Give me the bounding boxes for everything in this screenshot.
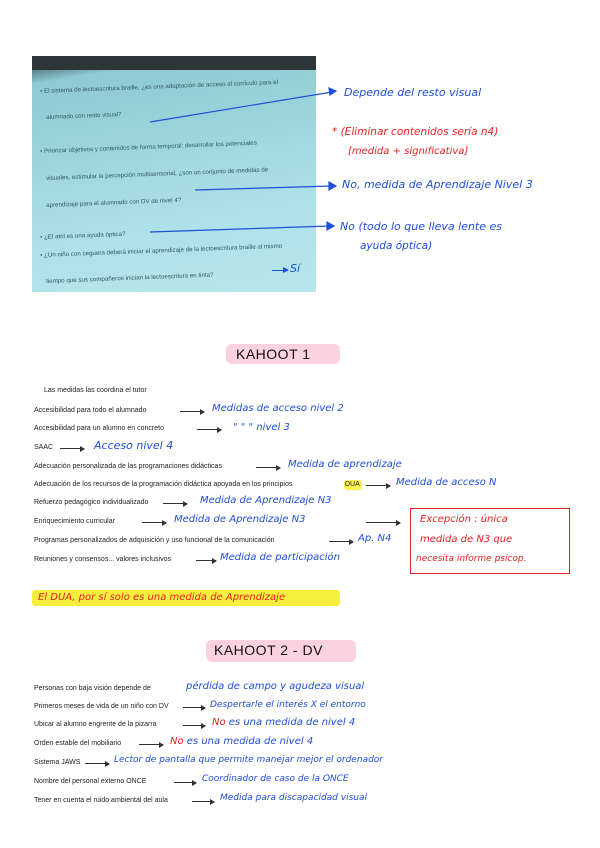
kahoot1-answer: Medida de aprendizaje — [288, 459, 402, 470]
kahoot2-answer: Lector de pantalla que permite manejar mejor el ordenador — [114, 755, 383, 765]
note-answer-3: No, medida de Aprendizaje Nivel 3 — [342, 178, 533, 191]
kahoot2-question: Primeros meses de vida de un niño con DV — [34, 703, 169, 710]
kahoot2-question: Personas con baja visión depende de — [34, 685, 151, 692]
kahoot2-arrow — [192, 801, 214, 802]
kahoot1-answer: Ap. N4 — [358, 533, 392, 544]
kahoot1-question: Adecuación de los recursos de la programación didáctica apoyada en los principios — [34, 481, 293, 488]
slide-line: • ¿El atril es una ayuda óptica? — [40, 230, 126, 241]
note-answer-2-line2: [medida + significativa] — [348, 146, 469, 157]
slide-line: visuales, estimular la percepción multisensorial, ¿son un conjunto de medidas de — [46, 166, 269, 182]
kahoot1-arrow — [366, 485, 390, 486]
note-answer-1: Depende del resto visual — [344, 86, 482, 99]
kahoot2-question: Tener en cuenta el ruido ambiental del aula — [34, 797, 168, 804]
kahoot2-title: KAHOOT 2 - DV — [214, 642, 323, 658]
kahoot2-arrow — [85, 763, 109, 764]
exception-line: medida de N3 que — [420, 534, 513, 545]
kahoot2-answer-tail: es una medida de nivel 4 — [228, 717, 356, 728]
dua-note: El DUA, por sí solo es una medida de Aprendizaje — [38, 592, 286, 603]
kahoot1-question: Accesibilidad para todo el alumnado — [34, 407, 147, 414]
kahoot1-question: Refuerzo pedagógico individualizado — [34, 499, 149, 506]
kahoot2-arrow — [183, 725, 205, 726]
kahoot1-question: Accesibilidad para un alumno en concreto — [34, 425, 164, 432]
slide-line: tiempo que sus compañeros inician la lectoescritura en tinta? — [46, 271, 214, 285]
kahoot1-answer: Medida de acceso N — [396, 477, 497, 488]
note-answer-2-line1: * (Eliminar contenidos sería n4) — [332, 126, 499, 138]
slide-line: • Priorizar objetivos y contenidos de forma temporal: desarrollar los potenciales — [40, 139, 257, 155]
kahoot2-answer-no: No — [170, 736, 184, 747]
kahoot1-question: Programas personalizados de adquisición y uso funcional de la comunicación — [34, 537, 275, 544]
kahoot2-answer: pérdida de campo y agudeza visual — [186, 681, 365, 692]
kahoot2-answer: Coordinador de caso de la ONCE — [202, 774, 349, 784]
kahoot1-arrow — [60, 448, 84, 449]
kahoot1-answer: Acceso nivel 4 — [94, 439, 174, 452]
kahoot1-arrow — [180, 411, 204, 412]
kahoot1-title: KAHOOT 1 — [236, 346, 311, 362]
kahoot1-question: Enriquecimiento curricular — [34, 518, 115, 525]
kahoot2-answer-tail: es una medida de nivel 4 — [186, 736, 314, 747]
exception-line: necesita informe psicop. — [416, 554, 527, 564]
exception-line: Excepción : única — [420, 514, 508, 525]
kahoot1-question: Adecuación personalizada de las programaciones didácticas — [34, 463, 222, 470]
kahoot1-answer: Medida de Aprendizaje N3 — [174, 514, 306, 525]
kahoot2-answer — [170, 736, 313, 747]
kahoot1-answer: Medidas de acceso nivel 2 — [212, 403, 344, 414]
slide-line: alumnado con resto visual? — [46, 111, 122, 121]
kahoot1-arrow — [256, 467, 280, 468]
kahoot2-arrow — [183, 707, 205, 708]
kahoot2-answer: Medida para discapacidad visual — [220, 793, 367, 803]
kahoot1-intro: Las medidas las coordina el tutor — [44, 387, 147, 394]
kahoot1-question-dua: DUA — [345, 481, 360, 488]
kahoot1-arrow — [196, 560, 216, 561]
kahoot1-answer: Medida de participación — [220, 552, 341, 563]
kahoot2-answer: Despertarle el interés X el entorno — [210, 700, 366, 710]
kahoot2-arrow — [139, 744, 163, 745]
kahoot1-arrow — [142, 522, 166, 523]
slide-line: aprendizaje para el alumnado con DV de nivel 4? — [46, 196, 182, 209]
kahoot2-answer — [212, 717, 355, 728]
exception-arrow — [366, 522, 400, 523]
kahoot2-question: Orden estable del mobiliario — [34, 740, 122, 747]
slide-answer-si: Sí — [290, 262, 301, 275]
kahoot2-question: Ubicar al alumno engrente de la pizarra — [34, 721, 157, 728]
kahoot2-answer-no: No — [212, 717, 226, 728]
slide-annotation-arrows — [0, 0, 600, 300]
kahoot2-arrow — [174, 782, 196, 783]
kahoot2-question: Nombre del personal externo ONCE — [34, 778, 147, 785]
kahoot1-question: SAAC — [34, 444, 54, 451]
slide-line: • El sistema de lectoescritura braille, ¿es una adaptación de acceso al currículo para el — [40, 78, 279, 95]
kahoot1-answer: " " " nivel 3 — [233, 422, 290, 433]
kahoot1-arrow — [197, 429, 221, 430]
note-answer-4-line2: ayuda óptica) — [360, 240, 433, 252]
kahoot1-arrow — [329, 541, 353, 542]
note-answer-4-line1: No (todo lo que lleva lente es — [340, 220, 502, 233]
kahoot2-question: Sistema JAWS — [34, 759, 81, 766]
slide-line: • ¿Un niño con ceguera deberá iniciar el aprendizaje de la lectoescritura braille al mismo — [40, 242, 283, 259]
kahoot1-answer: Medida de Aprendizaje N3 — [200, 495, 332, 506]
kahoot1-question: Reuniones y consensos... valores inclusivos — [34, 556, 171, 563]
kahoot1-arrow — [163, 503, 187, 504]
